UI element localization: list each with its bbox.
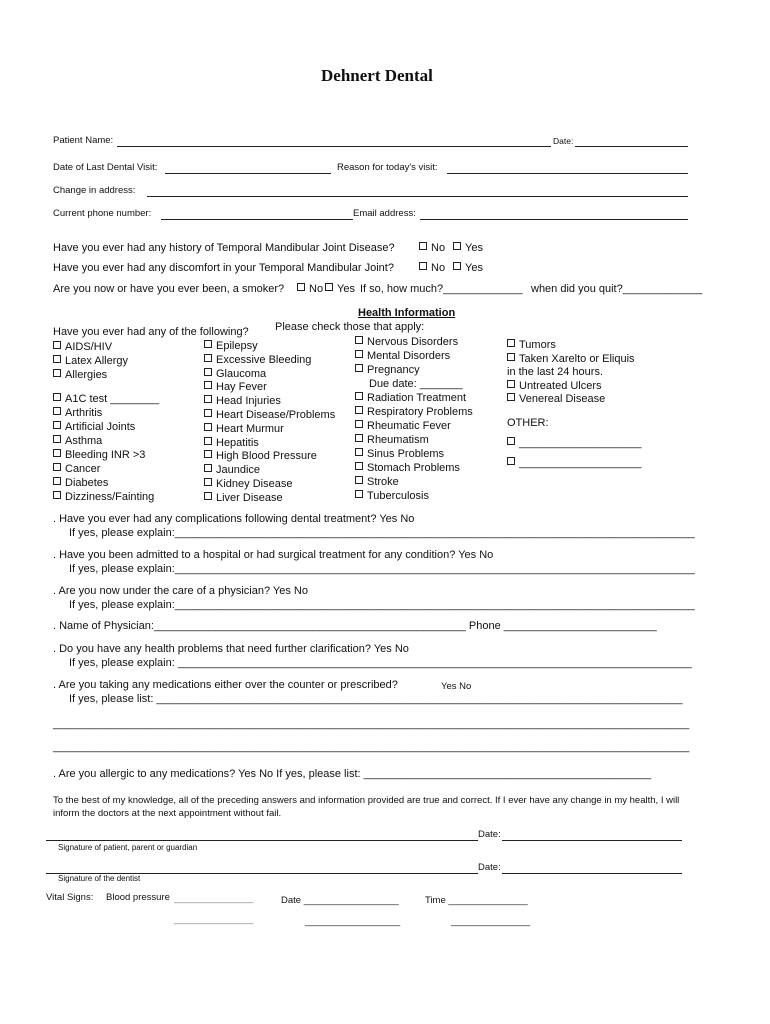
tmj-1-yes[interactable]: Yes — [453, 242, 483, 254]
condition-item[interactable]: Rheumatic Fever — [355, 419, 473, 433]
condition-item[interactable]: Rheumatism — [355, 433, 473, 447]
change-address-label: Change in address: — [53, 185, 136, 196]
condition-item[interactable]: Jaundice — [204, 464, 335, 478]
checkbox-icon — [355, 448, 363, 456]
explain-complications[interactable]: If yes, please explain:_____________________________________________________________________________________ — [69, 527, 695, 539]
list-medications[interactable]: If yes, please list: ______________________________________________________________________________________ — [69, 693, 683, 705]
checkbox-icon — [355, 336, 363, 344]
checkbox-icon — [355, 490, 363, 498]
question-complications: . Have you ever had any complications following dental treatment? Yes No — [53, 513, 415, 525]
blank-line[interactable]: ________________________________________________________________________________________________________ — [53, 741, 690, 753]
vitals-time-field[interactable]: Time _______________ — [425, 895, 528, 906]
condition-column-1a — [53, 340, 128, 382]
condition-item[interactable]: Stomach Problems — [355, 461, 473, 475]
condition-column-4 — [507, 339, 635, 407]
checkbox-icon — [507, 437, 515, 445]
checkbox-icon — [53, 435, 61, 443]
condition-item[interactable]: Diabetes — [53, 476, 159, 490]
checkbox-icon — [204, 478, 212, 486]
checkbox-icon — [204, 368, 212, 376]
checkbox-icon — [53, 449, 61, 457]
condition-item[interactable]: Epilepsy — [204, 340, 335, 354]
condition-item[interactable]: Artificial Joints — [53, 420, 159, 434]
checkbox-icon — [355, 350, 363, 358]
condition-item[interactable]: Sinus Problems — [355, 447, 473, 461]
last-visit-label: Date of Last Dental Visit: — [53, 162, 158, 173]
condition-item[interactable]: Radiation Treatment — [355, 391, 473, 405]
explain-hospital[interactable]: If yes, please explain:_____________________________________________________________________________________ — [69, 563, 695, 575]
question-health-problems: . Do you have any health problems that need further clarification? Yes No — [53, 643, 409, 655]
reason-label: Reason for today's visit: — [337, 162, 438, 173]
vital-signs-label: Vital Signs: — [46, 892, 94, 903]
checkbox-icon — [325, 283, 333, 291]
checkbox-icon — [53, 463, 61, 471]
physician-name-phone[interactable]: . Name of Physician:___________________________________________________ Phone _________________________ — [53, 620, 657, 632]
checkbox-icon — [419, 242, 427, 250]
patient-signature-caption: Signature of patient, parent or guardian — [58, 843, 198, 852]
condition-item[interactable]: Cancer — [53, 462, 159, 476]
other-item-1[interactable]: ____________________ — [507, 437, 641, 449]
condition-item[interactable]: Kidney Disease — [204, 478, 335, 492]
health-subheading: Please check those that apply: — [275, 321, 425, 333]
smoker-yes[interactable]: Yes — [325, 283, 355, 295]
date-field[interactable] — [575, 146, 688, 147]
condition-item[interactable]: Hepatitis — [204, 437, 335, 451]
checkbox-icon — [204, 381, 212, 389]
checkbox-icon — [204, 464, 212, 472]
checkbox-icon — [53, 477, 61, 485]
checkbox-icon — [204, 437, 212, 445]
condition-item[interactable]: Head Injuries — [204, 395, 335, 409]
condition-column-1b — [53, 392, 159, 504]
condition-item[interactable]: Untreated Ulcers — [507, 380, 635, 394]
checkbox-icon — [53, 421, 61, 429]
explain-physician[interactable]: If yes, please explain:_____________________________________________________________________________________ — [69, 599, 695, 611]
change-address-field[interactable] — [147, 196, 688, 197]
condition-item[interactable]: Hay Fever — [204, 381, 335, 395]
checkbox-icon — [355, 406, 363, 414]
condition-item[interactable]: Tuberculosis — [355, 489, 473, 503]
checkbox-icon — [204, 354, 212, 362]
condition-item[interactable]: Respiratory Problems — [355, 405, 473, 419]
condition-item[interactable]: Nervous Disorders — [355, 335, 463, 349]
question-hospital: . Have you been admitted to a hospital or had surgical treatment for any condition? Yes No — [53, 549, 494, 561]
checkbox-icon — [453, 242, 461, 250]
tmj-question-1: Have you ever had any history of Temporal Mandibular Joint Disease? — [53, 242, 395, 254]
checkbox-icon — [507, 457, 515, 465]
checkbox-icon — [507, 353, 515, 361]
page-title: Dehnert Dental — [321, 66, 433, 85]
health-lead: Have you ever had any of the following? — [53, 326, 249, 338]
checkbox-icon — [204, 409, 212, 417]
tmj-1-no[interactable]: No — [419, 242, 445, 254]
dentist-signature-caption: Signature of the dentist — [58, 874, 141, 883]
reason-field[interactable] — [447, 173, 688, 174]
dentist-sign-date-label: Date: — [478, 862, 501, 873]
condition-item[interactable]: Venereal Disease — [507, 393, 635, 407]
condition-item[interactable]: Allergies — [53, 368, 128, 382]
other-label: OTHER: — [507, 417, 549, 429]
question-medications: . Are you taking any medications either over the counter or prescribed? — [53, 679, 398, 691]
checkbox-icon — [355, 462, 363, 470]
checkbox-icon — [507, 380, 515, 388]
condition-item[interactable]: Bleeding INR >3 — [53, 448, 159, 462]
dentist-sign-date-field[interactable] — [502, 873, 682, 874]
question-allergic: . Are you allergic to any medications? Yes No If yes, please list: _______________________________________________ — [53, 768, 652, 780]
patient-sign-date-field[interactable] — [502, 840, 682, 841]
checkbox-icon — [53, 491, 61, 499]
checkbox-icon — [204, 423, 212, 431]
checkbox-icon — [453, 262, 461, 270]
condition-item-continued: in the last 24 hours. — [507, 366, 604, 378]
tmj-2-yes[interactable]: Yes — [453, 262, 483, 274]
blood-pressure-field-2[interactable]: _______________ — [174, 914, 254, 925]
patient-sign-date-label: Date: — [478, 829, 501, 840]
checkbox-icon — [355, 420, 363, 428]
condition-item[interactable]: Liver Disease — [204, 492, 335, 506]
checkbox-icon — [204, 395, 212, 403]
condition-item[interactable]: Arthritis — [53, 406, 159, 420]
patient-name-label: Patient Name: — [53, 135, 114, 146]
checkbox-icon — [53, 369, 61, 377]
other-item-2[interactable]: ____________________ — [507, 457, 641, 469]
checkbox-icon — [204, 340, 212, 348]
condition-column-3b — [355, 391, 473, 503]
smoker-quit[interactable]: when did you quit?_____________ — [531, 283, 703, 295]
checkbox-icon — [355, 364, 363, 372]
condition-column-2 — [204, 340, 335, 506]
checkbox-icon — [507, 339, 515, 347]
smoker-no[interactable]: No — [297, 283, 323, 295]
phone-field[interactable] — [161, 219, 353, 220]
phone-label: Current phone number: — [53, 208, 152, 219]
condition-item[interactable]: Asthma — [53, 434, 159, 448]
tmj-question-2: Have you ever had any discomfort in your Temporal Mandibular Joint? — [53, 262, 394, 274]
checkbox-icon — [507, 393, 515, 401]
blood-pressure-label: Blood pressure — [106, 892, 170, 903]
checkbox-icon — [204, 450, 212, 458]
vitals-date-field-2[interactable]: __________________ — [305, 916, 401, 927]
checkbox-icon — [355, 392, 363, 400]
blank-line[interactable]: ________________________________________________________________________________________________________ — [53, 718, 690, 730]
condition-item[interactable]: Pregnancy — [355, 363, 463, 377]
condition-item[interactable]: Glaucoma — [204, 368, 335, 382]
last-visit-field[interactable] — [165, 173, 331, 174]
date-label: Date: — [553, 136, 574, 146]
checkbox-icon — [53, 355, 61, 363]
checkbox-icon — [355, 476, 363, 484]
condition-item[interactable]: Tumors — [507, 339, 635, 353]
question-physician: . Are you now under the care of a physician? Yes No — [53, 585, 308, 597]
condition-item[interactable]: High Blood Pressure — [204, 450, 335, 464]
checkbox-icon — [419, 262, 427, 270]
explain-health-problems[interactable]: If yes, please explain: ____________________________________________________________________________________ — [69, 657, 692, 669]
consent-line-1: To the best of my knowledge, all of the preceding answers and information provided are true and correct. If I ever have any change in my health, I will — [53, 795, 680, 806]
tmj-2-no[interactable]: No — [419, 262, 445, 274]
medications-yes-no: Yes No — [441, 681, 472, 692]
condition-item[interactable]: A1C test ________ — [53, 392, 159, 406]
consent-line-2: inform the doctors at the next appointment without fail. — [53, 808, 282, 819]
vitals-date-field[interactable]: Date __________________ — [281, 895, 399, 906]
condition-item[interactable]: Latex Allergy — [53, 354, 128, 368]
checkbox-icon — [297, 283, 305, 291]
checkbox-icon — [53, 341, 61, 349]
patient-signature-line[interactable] — [46, 840, 478, 841]
checkbox-icon — [53, 393, 61, 401]
checkbox-icon — [53, 407, 61, 415]
patient-name-field[interactable] — [117, 146, 551, 147]
condition-item[interactable]: Taken Xarelto or Eliquis — [507, 353, 635, 367]
checkbox-icon — [355, 434, 363, 442]
health-heading: Health Information — [358, 307, 456, 319]
condition-item[interactable]: Heart Disease/Problems — [204, 409, 335, 423]
due-date-field[interactable]: Due date: _______ — [369, 378, 463, 390]
condition-item[interactable]: Excessive Bleeding — [204, 354, 335, 368]
checkbox-icon — [204, 492, 212, 500]
condition-item[interactable]: Stroke — [355, 475, 473, 489]
vitals-time-field-2[interactable]: _______________ — [451, 916, 531, 927]
condition-item[interactable]: Heart Murmur — [204, 423, 335, 437]
email-field[interactable] — [420, 219, 688, 220]
blood-pressure-field[interactable]: _______________ — [174, 893, 254, 904]
smoker-question: Are you now or have you ever been, a smoker? — [53, 283, 285, 295]
email-label: Email address: — [353, 208, 416, 219]
smoker-how-much[interactable]: If so, how much?_____________ — [360, 283, 523, 295]
condition-item[interactable]: AIDS/HIV — [53, 340, 128, 354]
condition-column-3a — [355, 335, 463, 391]
condition-item[interactable]: Dizziness/Fainting — [53, 490, 159, 504]
condition-item[interactable]: Mental Disorders — [355, 349, 463, 363]
